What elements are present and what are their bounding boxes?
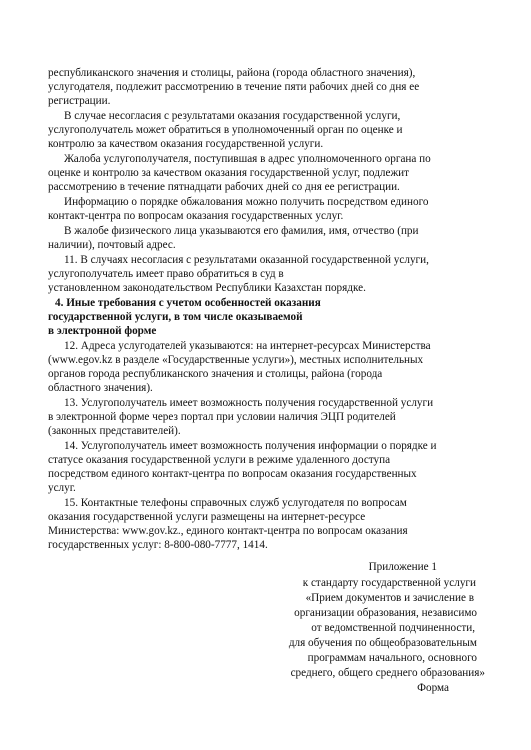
text-line: В случае несогласия с результатами оказания государственной услуги, <box>64 110 401 122</box>
text-line: наличии), почтовый адрес. <box>48 239 176 251</box>
appendix-line: среднего, общего среднего образования» <box>290 667 485 679</box>
appendix-line: организации образования, независимо <box>294 607 477 619</box>
text-line: посредством единого контакт-центра по вопросам оказания государственных <box>48 468 417 480</box>
text-line: республиканского значения и столицы, района (города областного значения), <box>48 67 416 79</box>
text-line: 14. Услугополучатель имеет возможность получения информации о порядке и <box>64 440 437 452</box>
text-line: 13. Услугополучатель имеет возможность получения государственной услуги <box>64 397 434 409</box>
text-line: 12. Адреса услугодателей указываются: на интернет-ресурсах Министерства <box>64 340 431 352</box>
text-line: Информацию о порядке обжалования можно получить посредством единого <box>64 196 429 208</box>
appendix-line: для обучения по общеобразовательным <box>288 637 477 649</box>
text-line: оценке и контролю за качеством оказания государственной услуг, подлежит <box>48 167 410 179</box>
text-line: рассмотрению в течение пятнадцати рабочих дней со дня ее регистрации. <box>48 181 400 193</box>
text-line: государственных услуг: 8-800-080-7777, 1414. <box>48 539 268 551</box>
text-line: услугополучатель имеет право обратиться в суд в <box>48 268 284 280</box>
appendix-line: «Прием документов и зачисление в <box>305 592 474 604</box>
text-line: установленном законодательством Республики Казахстан порядке. <box>48 282 366 294</box>
text-line: услугодателя, подлежит рассмотрению в течение пяти рабочих дней со дня ее <box>48 81 420 93</box>
text-line: контролю за качеством оказания государственной услуги. <box>48 138 324 150</box>
text-line: контакт-центра по вопросам оказания государственных услуг. <box>48 210 344 222</box>
text-line: органов города республиканского значения и столицы, района (города <box>48 368 383 380</box>
text-line: оказания государственной услуги размещены на интернет-ресурсе <box>48 511 366 523</box>
appendix-line: от ведомственной подчиненности, <box>311 622 475 634</box>
appendix-line: программам начального, основного <box>307 652 477 664</box>
section-heading: государственной услуги, в том числе оказываемой <box>48 311 303 323</box>
appendix-line: Приложение 1 <box>368 561 437 573</box>
text-line: (www.egov.kz в разделе «Государственные услуги»), местных исполнительных <box>48 354 424 366</box>
section-heading: 4. Иные требования с учетом особенностей оказания <box>55 297 321 309</box>
text-line: областного значения). <box>48 382 153 394</box>
text-line: услугополучатель может обратиться в уполномоченный орган по оценке и <box>48 124 403 136</box>
text-line: 15. Контактные телефоны справочных служб услугодателя по вопросам <box>64 497 407 509</box>
text-line: 11. В случаях несогласия с результатами оказанной государственной услуги, <box>64 254 429 266</box>
text-line: статусе оказания государственной услуги в режиме удаленного доступа <box>48 454 391 466</box>
text-line: В жалобе физического лица указываются его фамилия, имя, отчество (при <box>64 225 419 237</box>
form-label: Форма <box>417 682 449 694</box>
text-line: Министерства: www.gov.kz., единого контакт-центра по вопросам оказания <box>48 525 408 537</box>
text-line: регистрации. <box>48 95 111 107</box>
section-heading: в электронной форме <box>48 325 157 337</box>
text-line: в электронной форме через портал при условии наличия ЭЦП родителей <box>48 411 396 423</box>
appendix-line: к стандарту государственной услуги <box>302 577 476 589</box>
text-line: (законных представителей). <box>48 425 181 437</box>
text-line: услуг. <box>48 482 76 494</box>
text-line: Жалоба услугополучателя, поступившая в адрес уполномоченного органа по <box>64 153 431 165</box>
